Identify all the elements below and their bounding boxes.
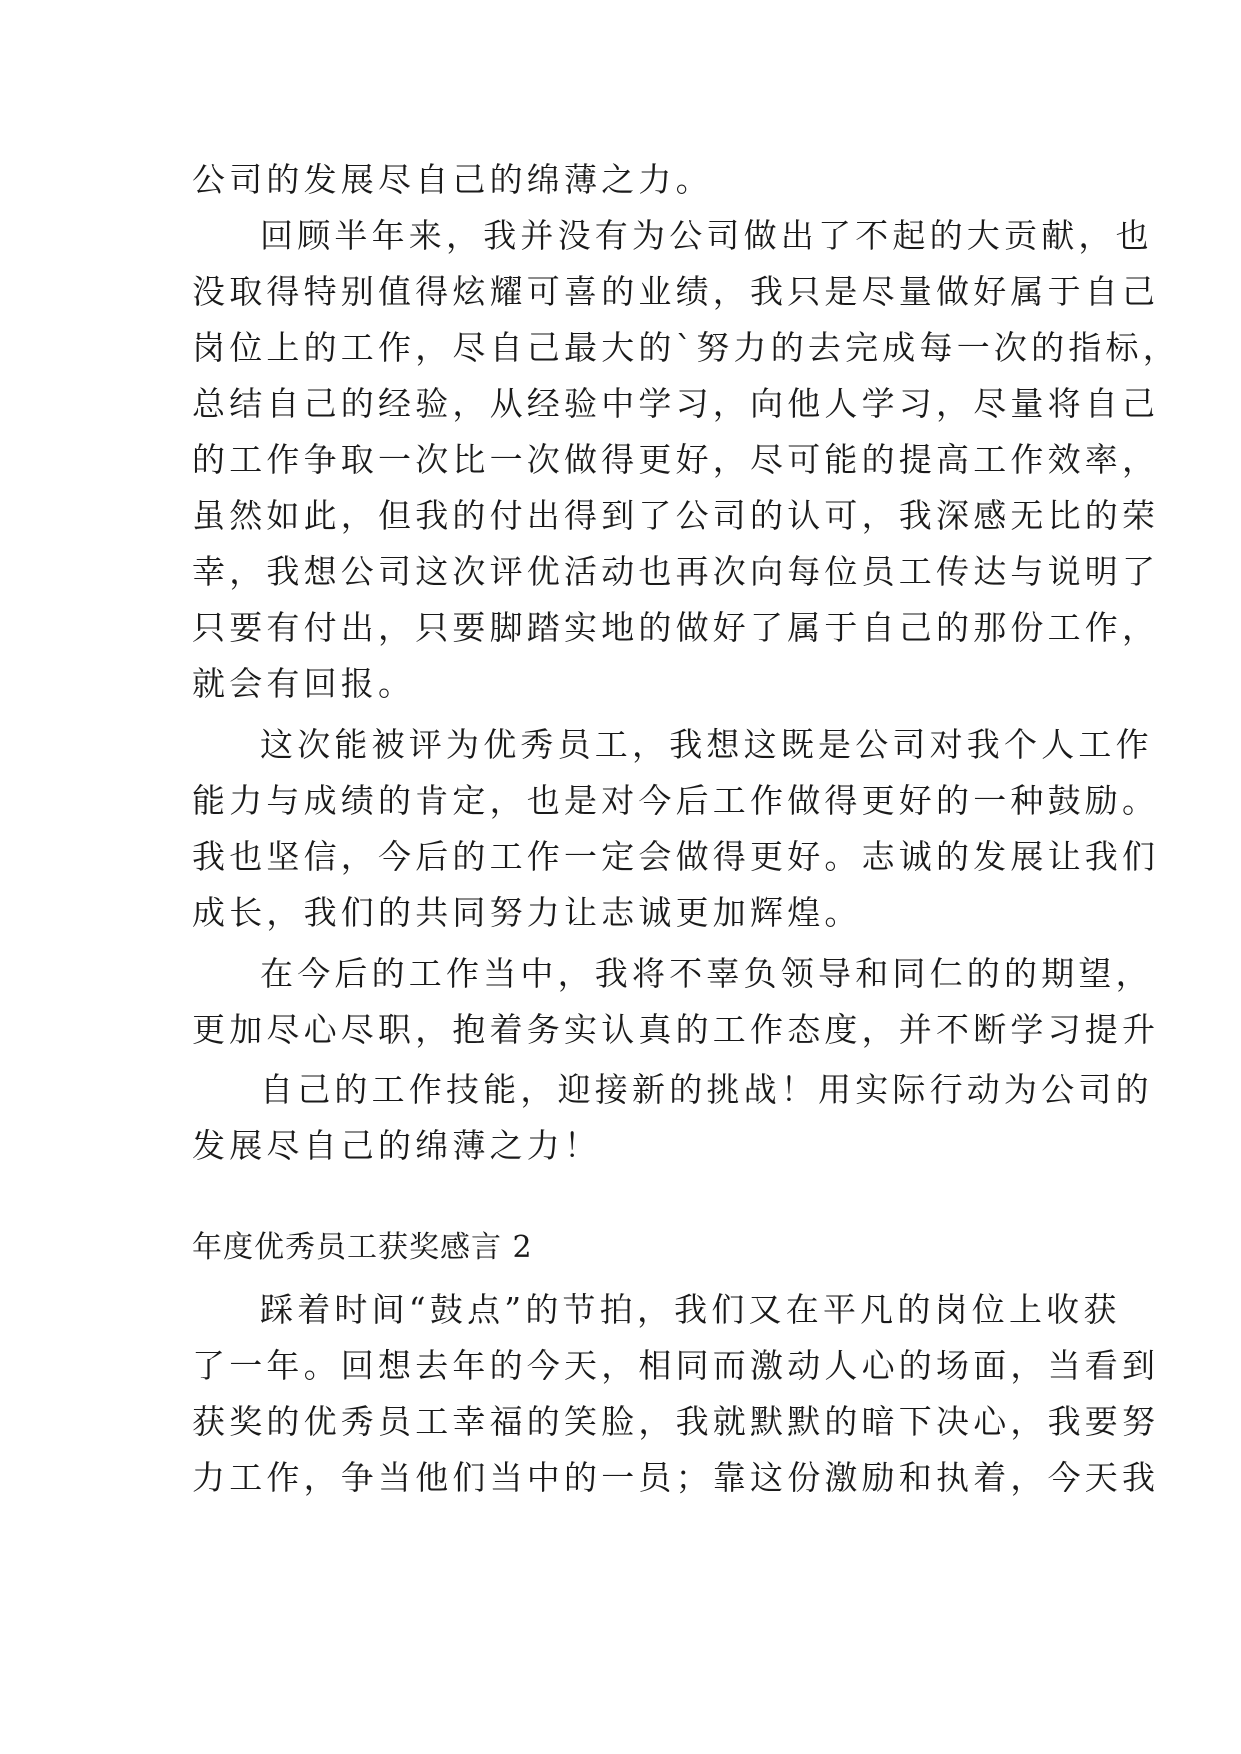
paragraph-line: 发展尽自己的绵薄之力！ [192,1126,602,1165]
paragraph-line: 我也坚信，今后的工作一定会做得更好。志诚的发展让我们 [192,837,1160,876]
paragraph-line: 没取得特别值得炫耀可喜的业绩，我只是尽量做好属于自己 [192,272,1160,311]
section-title: 年度优秀员工获奖感言 2 [192,1230,533,1265]
paragraph-line: 了一年。回想去年的今天，相同而激动人心的场面，当看到 [192,1346,1160,1385]
paragraph-line: 踩着时间“鼓点”的节拍，我们又在平凡的岗位上收获 [260,1290,1121,1329]
paragraph-line: 获奖的优秀员工幸福的笑脸，我就默默的暗下决心，我要努 [192,1402,1160,1441]
paragraph-line: 只要有付出，只要脚踏实地的做好了属于自己的那份工作， [192,608,1160,647]
paragraph-line: 岗位上的工作，尽自己最大的`努力的去完成每一次的指标， [192,328,1180,367]
paragraph-line: 就会有回报。 [192,664,416,703]
paragraph-line: 力工作，争当他们当中的一员；靠这份激励和执着，今天我 [192,1458,1160,1497]
continuation-line: 公司的发展尽自己的绵薄之力。 [192,160,713,199]
paragraph-line: 虽然如此，但我的付出得到了公司的认可，我深感无比的荣 [192,496,1160,535]
paragraph-line: 回顾半年来，我并没有为公司做出了不起的大贡献，也 [260,216,1153,255]
paragraph-line: 的工作争取一次比一次做得更好，尽可能的提高工作效率， [192,440,1160,479]
paragraph-line: 总结自己的经验，从经验中学习，向他人学习，尽量将自己 [192,384,1160,423]
paragraph-line: 这次能被评为优秀员工，我想这既是公司对我个人工作 [260,725,1153,764]
paragraph-line: 在今后的工作当中，我将不辜负领导和同仁的的期望， [260,954,1153,993]
paragraph-line: 能力与成绩的肯定，也是对今后工作做得更好的一种鼓励。 [192,781,1160,820]
paragraph-line: 自己的工作技能，迎接新的挑战！用实际行动为公司的 [260,1070,1153,1109]
paragraph-line: 成长，我们的共同努力让志诚更加辉煌。 [192,893,862,932]
paragraph-line: 更加尽心尽职，抱着务实认真的工作态度，并不断学习提升 [192,1010,1160,1049]
paragraph-line: 幸，我想公司这次评优活动也再次向每位员工传达与说明了 [192,552,1160,591]
